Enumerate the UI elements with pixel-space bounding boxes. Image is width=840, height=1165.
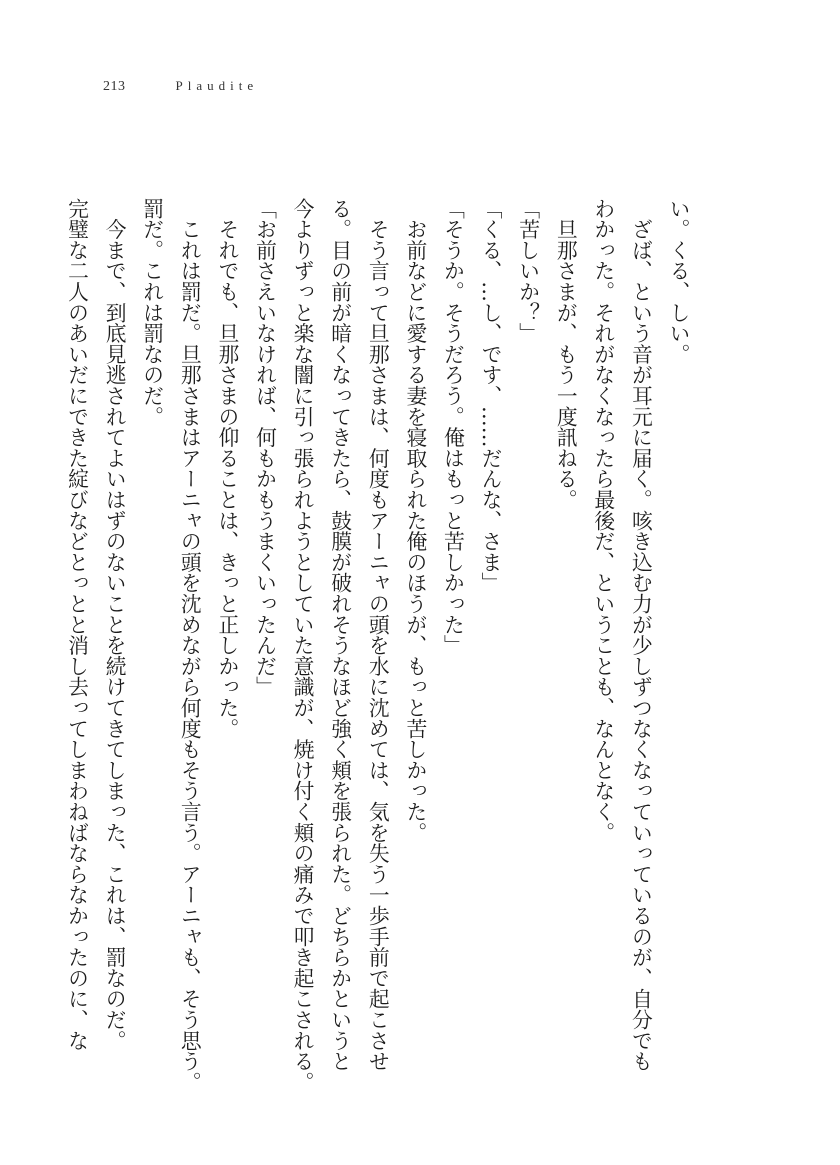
text-column: 完璧な二人のあいだにできた綻びなどとっとと消し去ってしまわねばならなかったのに、な: [64, 198, 89, 1051]
text-column: それでも、旦那さまの仰ることは、きっと正しかった。: [214, 198, 239, 739]
text-column: お前などに愛する妻を寝取られた俺のほうが、もっと苦しかった。: [402, 198, 427, 843]
text-column: 「くる、…し、です、……だんな、さま」: [478, 198, 503, 594]
running-title: Plaudite: [175, 78, 259, 93]
running-header: [103, 78, 258, 95]
text-column: 罰だ。これは罰なのだ。: [139, 198, 164, 427]
text-column: 旦那さまが、もう一度訊ねる。: [553, 198, 578, 510]
text-column: 「お前さえいなければ、何もかもうまくいったんだ」: [252, 198, 277, 698]
vertical-text-body: [64, 198, 696, 1093]
page-number: 213: [103, 79, 126, 94]
text-column: る。目の前が暗くなってきたら、鼓膜が破れそうなほど強く頬を張られた。どちらかというと: [327, 198, 352, 1072]
text-column: ざば、という音が耳元に届く。咳き込む力が少しずつなくなっていっているのが、自分でも: [628, 198, 653, 1072]
text-column: い。くる、しい。: [666, 198, 690, 365]
text-column: 今まで、到底見逃されてよいはずのないことを続けてきてしまった、これは、罰なのだ。: [102, 198, 127, 1051]
text-column: 「そうか。そうだろう。俺はもっと苦しかった」: [440, 198, 465, 656]
text-column: これは罰だ。旦那さまはアーニャの頭を沈めながら何度もそう言う。アーニャも、そう思う。: [177, 198, 202, 1093]
text-column: 「苦しいか？」: [515, 198, 540, 344]
text-column: わかった。それがなくなったら最後だ、ということも、なんとなく。: [590, 198, 615, 843]
text-column: 今よりずっと楽な闇に引っ張られようとしていた意識が、焼け付く頬の痛みで叩き起こされる。: [290, 198, 315, 1093]
text-column: そう言って旦那さまは、何度もアーニャの頭を水に沈めては、気を失う一歩手前で起こさせ: [365, 198, 390, 1072]
